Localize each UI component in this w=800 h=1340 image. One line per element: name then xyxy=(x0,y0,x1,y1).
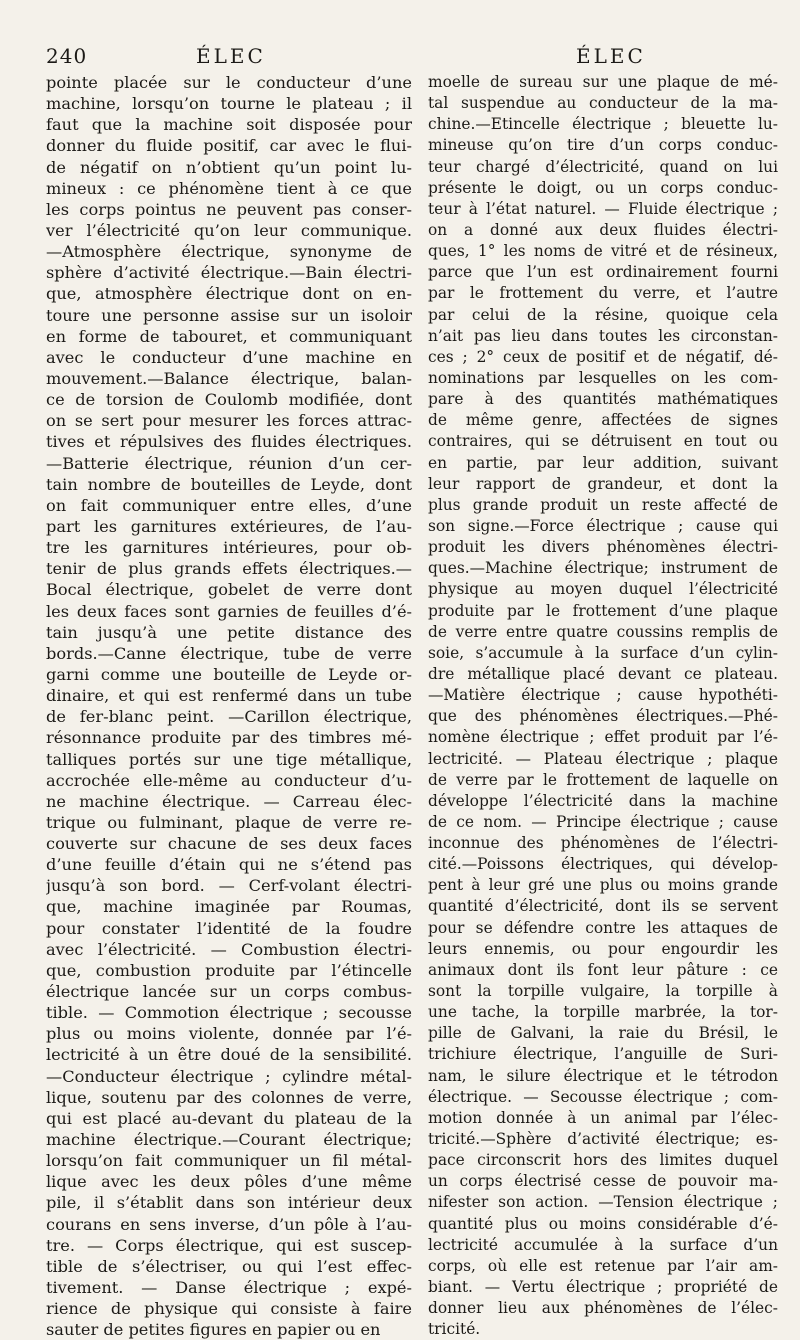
page-number: 240 xyxy=(46,44,88,68)
text-line: par celui de la résine, quoique cela xyxy=(428,305,778,324)
text-line: lique avec les deux pôles d’une même xyxy=(46,1172,412,1192)
text-line: ces ; 2° ceux de positif et de négatif, dé- xyxy=(428,347,778,366)
text-line: tal suspendue au conducteur de la ma- xyxy=(428,94,778,113)
text-line: parce que l’un est ordinairement fourni xyxy=(428,263,778,282)
text-line: de ce nom. — Principe électrique ; cause xyxy=(428,812,778,831)
running-head-right: ÉLEC xyxy=(576,44,646,68)
text-line: en forme de tabouret, et communiquant xyxy=(46,326,412,346)
text-line: lectricité accumulée à la surface d’un xyxy=(428,1235,778,1254)
text-line: donner lieu aux phénomènes de l’élec- xyxy=(428,1299,778,1318)
text-line: ver l’électricité qu’on leur communique. xyxy=(46,220,412,240)
text-line: dre métallique placé devant ce plateau. xyxy=(428,664,778,683)
text-line: accrochée elle-même au conducteur d’u- xyxy=(46,770,412,790)
text-line: un corps électrisé cesse de pouvoir ma- xyxy=(428,1172,778,1191)
text-line: ques, 1° les noms de vitré et de résineux, xyxy=(428,242,778,261)
right-column xyxy=(428,72,778,1340)
text-line: plus grande produit un reste affecté de xyxy=(428,495,778,514)
text-line: teur à l’état naturel. — Fluide électrique ; xyxy=(428,199,778,218)
text-line: leur rapport de grandeur, et dont la xyxy=(428,474,778,493)
text-line: lique, soutenu par des colonnes de verre, xyxy=(46,1087,412,1107)
text-line: part les garnitures extérieures, de l’au- xyxy=(46,516,412,536)
text-line: —Batterie électrique, réunion d’un cer- xyxy=(46,453,412,473)
text-line: ne machine électrique. — Carreau élec- xyxy=(46,791,412,811)
text-line: tain jusqu’à une petite distance des xyxy=(46,622,412,642)
text-line: produit les divers phénomènes électri- xyxy=(428,538,778,557)
text-line: bords.—Canne électrique, tube de verre xyxy=(46,643,412,663)
text-line: lectricité. — Plateau électrique ; plaque xyxy=(428,749,778,768)
text-line: dinaire, et qui est renfermé dans un tube xyxy=(46,686,412,706)
text-line: avec le conducteur d’une machine en xyxy=(46,347,412,367)
text-line: résonnance produite par des timbres mé- xyxy=(46,728,412,748)
text-line: par le frottement du verre, et l’autre xyxy=(428,284,778,303)
text-line: physique au moyen duquel l’électricité xyxy=(428,580,778,599)
text-line: moelle de sureau sur une plaque de mé- xyxy=(428,73,778,91)
text-line: de fer-blanc peint. —Carillon électrique, xyxy=(46,707,412,727)
text-line: leurs ennemis, ou pour engourdir les xyxy=(428,939,778,958)
left-column xyxy=(46,72,412,1340)
text-line: présente le doigt, ou un corps conduc- xyxy=(428,178,778,197)
text-line: lectricité à un être doué de la sensibilité. xyxy=(46,1045,412,1065)
text-line: on a donné aux deux fluides électri- xyxy=(428,220,778,239)
text-line: plus ou moins violente, donnée par l’é- xyxy=(46,1024,412,1044)
text-line: on se sert pour mesurer les forces attrac- xyxy=(46,411,412,431)
text-line: soie, s’accumule à la surface d’un cylin- xyxy=(428,643,778,662)
text-line: tivement. — Danse électrique ; expé- xyxy=(46,1278,412,1298)
text-line: nifester son action. —Tension électrique ; xyxy=(428,1193,778,1212)
text-line: couverte sur chacune de ses deux faces xyxy=(46,834,412,854)
text-line: nam, le silure électrique et le tétrodon xyxy=(428,1066,778,1085)
text-line: motion donnée à un animal par l’élec- xyxy=(428,1108,778,1127)
text-line: pille de Galvani, la raie du Brésil, le xyxy=(428,1024,778,1043)
text-line: teur chargé d’électricité, quand on lui xyxy=(428,157,778,176)
text-line: pointe placée sur le conducteur d’une xyxy=(46,73,412,92)
text-line: tives et répulsives des fluides électriques. xyxy=(46,432,412,452)
text-line: cité.—Poissons électriques, qui dévelop- xyxy=(428,855,778,874)
text-line: ce de torsion de Coulomb modifiée, dont xyxy=(46,390,412,410)
text-line: corps, où elle est retenue par l’air am- xyxy=(428,1256,778,1275)
text-line: les corps pointus ne peuvent pas conser- xyxy=(46,199,412,219)
text-line: électrique. — Secousse électrique ; com- xyxy=(428,1087,778,1106)
text-line: une tache, la torpille marbrée, la tor- xyxy=(428,1003,778,1022)
text-line: que, machine imaginée par Roumas, xyxy=(46,897,412,917)
text-line: de verre par le frottement de laquelle on xyxy=(428,770,778,789)
text-line: sont la torpille vulgaire, la torpille à xyxy=(428,982,778,1001)
text-line: pent à leur gré une plus ou moins grande xyxy=(428,876,778,895)
page-header xyxy=(0,44,800,74)
text-line: —Matière électrique ; cause hypothéti- xyxy=(428,686,778,705)
text-line: mineuse qu’on tire d’un corps conduc- xyxy=(428,136,778,155)
text-line: machine électrique.—Courant électrique; xyxy=(46,1130,412,1150)
text-line: quantité plus ou moins considérable d’é- xyxy=(428,1214,778,1233)
text-line: courans en sens inverse, d’un pôle à l’au- xyxy=(46,1214,412,1234)
text-line: tain nombre de bouteilles de Leyde, dont xyxy=(46,474,412,494)
text-line: lorsqu’on fait communiquer un fil métal- xyxy=(46,1151,412,1171)
text-line: animaux dont ils font leur pâture : ce xyxy=(428,960,778,979)
text-line: chine.—Etincelle électrique ; bleuette lu- xyxy=(428,115,778,134)
text-line: développe l’électricité dans la machine xyxy=(428,791,778,810)
text-line: tible de s’électriser, ou qui l’est effec- xyxy=(46,1256,412,1276)
text-line: —Conducteur électrique ; cylindre métal- xyxy=(46,1066,412,1086)
text-line: tre les garnitures intérieures, pour ob- xyxy=(46,538,412,558)
text-line: quantité d’électricité, dont ils se servent xyxy=(428,897,778,916)
text-line: de verre entre quatre coussins remplis de xyxy=(428,622,778,641)
text-line: pace circonscrit hors des limites duquel xyxy=(428,1151,778,1170)
text-line: machine, lorsqu’on tourne le plateau ; il xyxy=(46,94,412,114)
text-line: les deux faces sont garnies de feuilles d’é- xyxy=(46,601,412,621)
text-line: on fait communiquer entre elles, d’une xyxy=(46,495,412,515)
text-line: tible. — Commotion électrique ; secousse xyxy=(46,1003,412,1023)
text-line: sauter de petites figures en papier ou en xyxy=(46,1320,381,1340)
text-line: pare à des quantités mathématiques xyxy=(428,390,778,409)
text-line: trichiure électrique, l’anguille de Suri- xyxy=(428,1045,778,1064)
text-line: pour constater l’identité de la foudre xyxy=(46,918,412,938)
text-line: en partie, par leur addition, suivant xyxy=(428,453,778,472)
text-line: Bocal électrique, gobelet de verre dont xyxy=(46,580,412,600)
text-line: électrique lancée sur un corps combus- xyxy=(46,982,412,1002)
text-line: n’ait pas lieu dans toutes les circonstan- xyxy=(428,326,778,345)
text-line: rience de physique qui consiste à faire xyxy=(46,1299,412,1319)
text-line: de négatif on n’obtient qu’un point lu- xyxy=(46,157,412,177)
text-line: pile, il s’établit dans son intérieur deux xyxy=(46,1193,412,1213)
text-line: d’une feuille d’étain qui ne s’étend pas xyxy=(46,855,412,875)
text-line: avec l’électricité. — Combustion électri- xyxy=(46,939,412,959)
running-head-left: ÉLEC xyxy=(196,44,266,68)
text-line: toure une personne assise sur un isoloir xyxy=(46,305,412,325)
text-line: de même genre, affectées de signes xyxy=(428,411,778,430)
text-line: —Atmosphère électrique, synonyme de xyxy=(46,242,412,262)
text-line: jusqu’à son bord. — Cerf-volant électri- xyxy=(46,876,412,896)
text-line: talliques portés sur une tige métallique, xyxy=(46,749,412,769)
text-line: tre. — Corps électrique, qui est suscep- xyxy=(46,1235,412,1255)
text-line: nomène électrique ; effet produit par l’é- xyxy=(428,728,778,747)
text-line: sphère d’activité électrique.—Bain électri- xyxy=(46,263,412,283)
text-line: qui est placé au-devant du plateau de la xyxy=(46,1108,412,1128)
text-line: garni comme une bouteille de Leyde or- xyxy=(46,664,412,684)
text-line: nominations par lesquelles on les com- xyxy=(428,368,778,387)
text-line: biant. — Vertu électrique ; propriété de xyxy=(428,1278,778,1297)
text-line: que, combustion produite par l’étincelle xyxy=(46,960,412,980)
text-line: que des phénomènes électriques.—Phé- xyxy=(428,707,778,726)
text-line: faut que la machine soit disposée pour xyxy=(46,115,412,135)
text-line: son signe.—Force électrique ; cause qui xyxy=(428,516,778,535)
text-line: inconnue des phénomènes de l’électri- xyxy=(428,834,778,853)
text-line: pour se défendre contre les attaques de xyxy=(428,918,778,937)
text-line: tricité.—Sphère d’activité électrique; es- xyxy=(428,1130,778,1149)
text-line: donner du fluide positif, car avec le flui- xyxy=(46,136,412,156)
text-line: mineux : ce phénomène tient à ce que xyxy=(46,178,412,198)
text-line: tenir de plus grands effets électriques.— xyxy=(46,559,412,579)
text-line: trique ou fulminant, plaque de verre re- xyxy=(46,812,412,832)
text-line: ques.—Machine électrique; instrument de xyxy=(428,559,778,578)
text-line: contraires, qui se détruisent en tout ou xyxy=(428,432,778,451)
text-line: produite par le frottement d’une plaque xyxy=(428,601,778,620)
text-line: mouvement.—Balance électrique, balan- xyxy=(46,368,412,388)
text-line: tricité. xyxy=(428,1320,481,1339)
text-line: que, atmosphère électrique dont on en- xyxy=(46,284,412,304)
